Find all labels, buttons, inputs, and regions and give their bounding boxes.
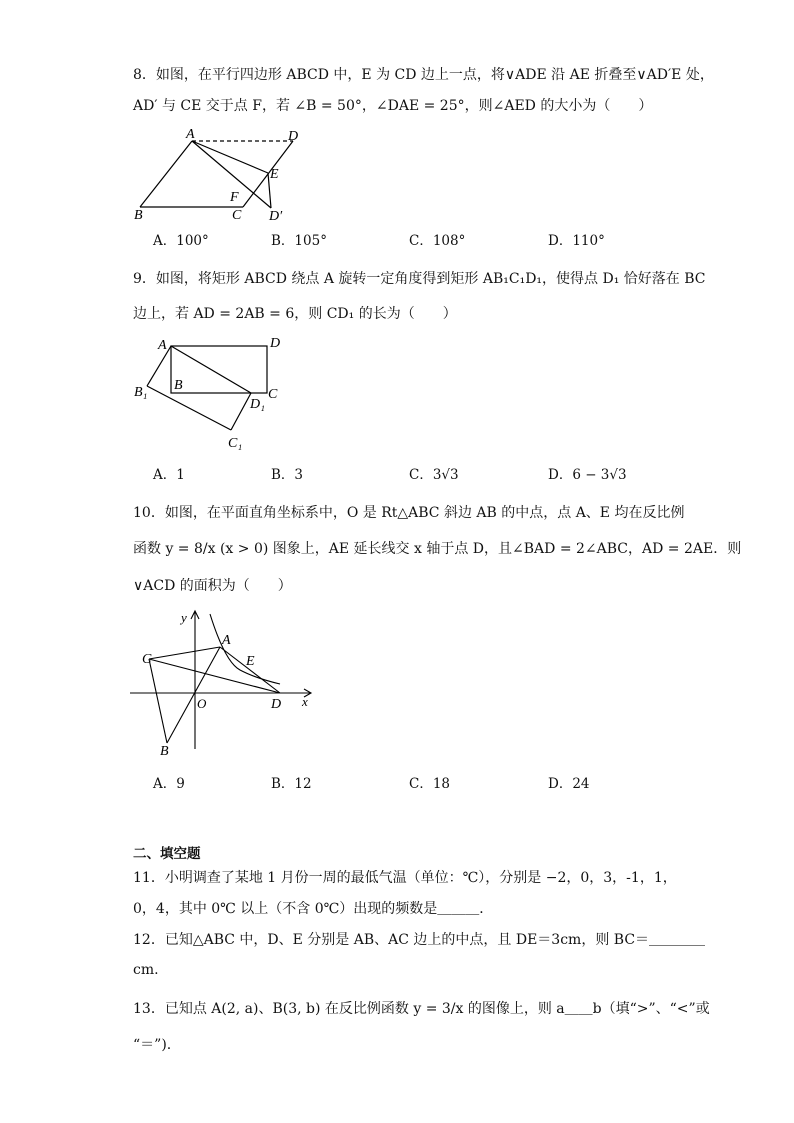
q8-label-D: D [288, 129, 299, 144]
q13-text-line1: 13．已知点 A(2, a)、B(3, b) 在反比例函数 y = 3/x 的图像上，则 a＿＿b（填“>”、“<”或 [133, 1001, 710, 1017]
q10-label-C: C [142, 652, 152, 667]
q8-option-d[interactable]: D．110° [548, 233, 605, 249]
q10-label-x: x [302, 694, 308, 709]
q11-text-line2: 0，4，其中 0℃ 以上（不含 0℃）出现的频数是＿＿＿． [133, 901, 494, 917]
q12-text-line2: cm. [133, 962, 159, 978]
q10-label-B: B [160, 744, 169, 759]
q8-label-D-prime: D′ [269, 209, 283, 224]
q10-label-y: y [181, 610, 187, 625]
q9-label-C: C [268, 387, 278, 402]
q13-text-line2: “＝”). [133, 1037, 172, 1053]
q9-label-B1: B₁ [134, 385, 148, 400]
q8-label-F: F [230, 190, 239, 205]
q8-option-b[interactable]: B．105° [271, 233, 327, 249]
q10-label-E: E [246, 654, 255, 669]
q9-figure [125, 330, 295, 455]
q9-option-d[interactable]: D．6 − 3√3 [548, 467, 627, 483]
q10-label-O: O [197, 696, 207, 711]
q9-label-B: B [174, 378, 183, 393]
q8-label-B: B [134, 208, 143, 223]
q10-option-a[interactable]: A．9 [153, 776, 185, 792]
q12-text-line1: 12．已知△ABC 中，D、E 分别是 AB、AC 边上的中点，且 DE＝3cm，则 BC＝＿＿＿＿ [133, 932, 706, 948]
q11-text-line1: 11．小明调查了某地 1 月份一周的最低气温（单位：℃），分别是 −2，0，3，-1，1， [133, 870, 677, 886]
q10-option-d[interactable]: D．24 [548, 776, 590, 792]
q10-option-c[interactable]: C．18 [409, 776, 451, 792]
q9-text-line2: 边上，若 AD = 2AB = 6，则 CD₁ 的长为（ ） [133, 306, 457, 322]
q8-figure [125, 124, 305, 224]
q8-label-C: C [232, 208, 242, 223]
q9-label-D: D [270, 336, 281, 351]
q9-option-b[interactable]: B．3 [271, 467, 304, 483]
section-fill-in-title: 二、填空题 [133, 846, 201, 862]
q9-label-A: A [158, 338, 167, 353]
q8-text-line1: 8．如图，在平行四边形 ABCD 中，E 为 CD 边上一点，将∨ADE 沿 AE 折叠至∨AD′E 处， [133, 67, 714, 83]
q10-text-line1: 10．如图，在平面直角坐标系中，O 是 Rt△ABC 斜边 AB 的中点，点 A、E 均在反比例 [133, 505, 685, 521]
q9-label-D1: D₁ [250, 397, 265, 412]
q8-label-E: E [270, 167, 279, 182]
q10-label-A: A [222, 633, 231, 648]
q9-label-C1: C₁ [228, 436, 243, 451]
q10-option-b[interactable]: B．12 [271, 776, 312, 792]
q10-figure [125, 604, 325, 759]
q10-label-D: D [271, 697, 282, 712]
q9-option-c[interactable]: C．3√3 [409, 467, 459, 483]
q8-label-A: A [186, 127, 195, 142]
q10-text-line2: 函数 y = 8/x (x > 0) 图象上，AE 延长线交 x 轴于点 D，且∠BAD = 2∠ABC，AD = 2AE．则 [133, 541, 742, 557]
q9-text-line1: 9．如图，将矩形 ABCD 绕点 A 旋转一定角度得到矩形 AB₁C₁D₁，使得点 D₁ 恰好落在 BC [133, 271, 706, 287]
q9-option-a[interactable]: A．1 [153, 467, 185, 483]
q8-text-line2: AD′ 与 CE 交于点 F，若 ∠B = 50°，∠DAE = 25°，则∠AED 的大小为（ ） [133, 98, 653, 114]
q8-option-c[interactable]: C．108° [409, 233, 466, 249]
q10-text-line3: ∨ACD 的面积为（ ） [133, 578, 292, 594]
q8-option-a[interactable]: A．100° [153, 233, 209, 249]
